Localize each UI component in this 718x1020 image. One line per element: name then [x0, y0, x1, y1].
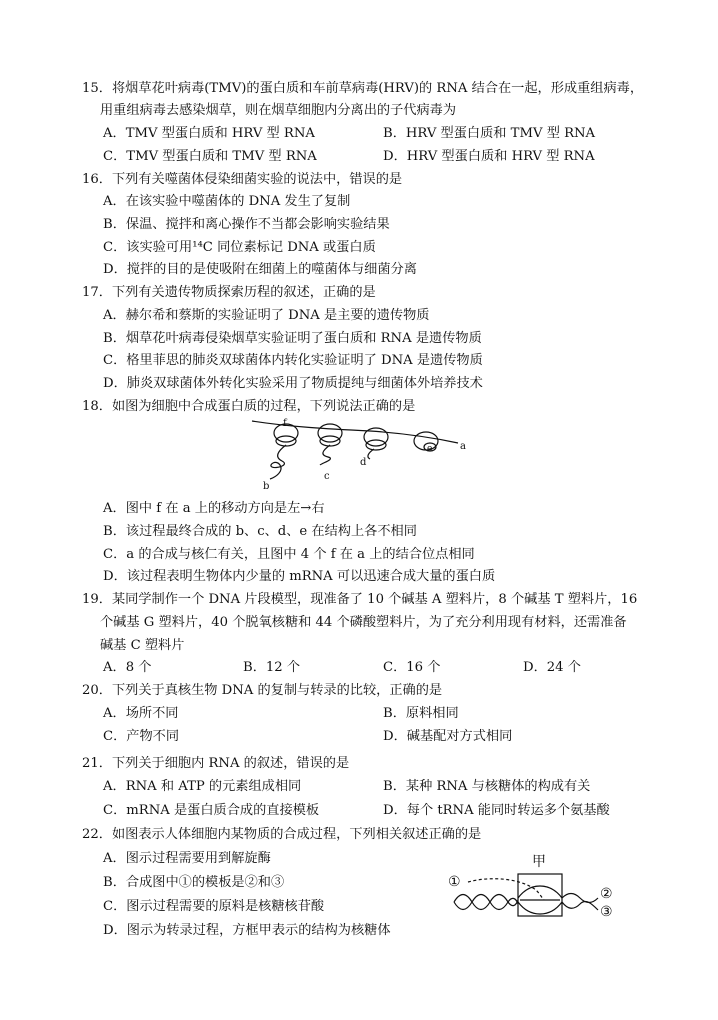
q16-option-a: A．在该实验中噬菌体的 DNA 发生了复制 — [103, 194, 351, 209]
q15-option-a: A．TMV 型蛋白质和 HRV 型 RNA — [103, 126, 315, 141]
q22-option-a: A．图示过程需要用到解旋酶 — [103, 851, 271, 866]
q15-option-b: B．HRV 型蛋白质和 TMV 型 RNA — [383, 126, 596, 141]
q22-option-c: C．图示过程需要的原料是核糖核苷酸 — [103, 899, 325, 914]
label-1: ① — [448, 874, 461, 890]
ribosome-2 — [318, 424, 342, 442]
q15-option-d: D．HRV 型蛋白质和 HRV 型 RNA — [383, 149, 595, 164]
q21-option-b: B．某种 RNA 与核糖体的构成有关 — [383, 779, 591, 794]
q21-option-d: D．每个 tRNA 能同时转运多个氨基酸 — [383, 803, 610, 818]
polypeptide-d — [368, 449, 374, 459]
q20-option-a: A．场所不同 — [103, 706, 179, 721]
label-3: ③ — [600, 904, 613, 920]
transcription-figure — [440, 846, 620, 926]
q16-option-b: B．保温、搅拌和离心操作不当都会影响实验结果 — [103, 217, 390, 232]
q18-option-a: A．图中 f 在 a 上的移动方向是左→右 — [103, 501, 325, 516]
q19-stem-line3: 碱基 C 塑料片 — [100, 638, 185, 653]
q18-option-c: C．a 的合成与核仁有关，且图中 4 个 f 在 a 上的结合位点相同 — [103, 547, 475, 562]
q22-stem: 22．如图表示人体细胞内某物质的合成过程，下列相关叙述正确的是 — [82, 827, 482, 842]
label-e: e — [427, 444, 433, 454]
q19-option-a: A．8 个 — [103, 660, 152, 675]
q22-option-b: B．合成图中①的模板是②和③ — [103, 875, 285, 890]
label-b: b — [263, 481, 270, 492]
ribosome-3 — [364, 428, 388, 446]
q17-option-b: B．烟草花叶病毒侵染烟草实验证明了蛋白质和 RNA 是遗传物质 — [103, 331, 482, 346]
q15-stem-line2: 用重组病毒去感染烟草，则在烟草细胞内分离出的子代病毒为 — [100, 103, 457, 118]
q19-option-d: D．24 个 — [523, 660, 581, 675]
dna-strand-right-2 — [562, 902, 598, 910]
rna-strand-1 — [468, 879, 544, 900]
label-f: f — [283, 418, 287, 429]
q18-option-b: B．该过程最终合成的 b、c、d、e 在结构上各不相同 — [103, 524, 417, 539]
q21-option-a: A．RNA 和 ATP 的元素组成相同 — [103, 779, 302, 794]
label-d: d — [360, 457, 367, 468]
q15-option-c: C．TMV 型蛋白质和 TMV 型 RNA — [103, 149, 317, 164]
polyribosome-figure — [250, 415, 480, 493]
dna-strand-right-1 — [562, 894, 598, 903]
polypeptide-c — [320, 445, 330, 465]
q17-option-d: D．肺炎双球菌体外转化实验采用了物质提纯与细菌体外培养技术 — [103, 376, 483, 391]
q17-option-c: C．格里菲思的肺炎双球菌体内转化实验证明了 DNA 是遗传物质 — [103, 353, 483, 368]
q20-option-c: C．产物不同 — [103, 729, 180, 744]
box-jia — [518, 874, 562, 916]
label-c: c — [324, 471, 330, 482]
label-a: a — [460, 441, 466, 452]
q15-stem-line1: 15．将烟草花叶病毒(TMV)的蛋白质和车前草病毒(HRV)的 RNA 结合在一起，形成重组病毒， — [82, 81, 644, 96]
q16-option-c: C．该实验可用¹⁴C 同位素标记 DNA 或蛋白质 — [103, 240, 376, 255]
q18-option-d: D．该过程表明生物体内少量的 mRNA 可以迅速合成大量的蛋白质 — [103, 569, 496, 584]
q22-option-d: D．图示为转录过程，方框甲表示的结构为核糖体 — [103, 923, 391, 938]
q19-stem-line1: 19．某同学制作一个 DNA 片段模型，现准备了 10 个碱基 A 塑料片，8 个碱基 T 塑料片，16 — [82, 592, 638, 607]
q19-option-c: C．16 个 — [383, 660, 441, 675]
label-jia: 甲 — [532, 854, 546, 870]
q20-option-b: B．原料相同 — [383, 706, 459, 721]
q19-stem-line2: 个碱基 G 塑料片，40 个脱氧核糖和 44 个磷酸塑料片，为了充分利用现有材料，还需准备 — [100, 615, 627, 630]
q18-stem: 18．如图为细胞中合成蛋白质的过程，下列说法正确的是 — [82, 399, 416, 414]
q20-stem: 20．下列关于真核生物 DNA 的复制与转录的比较，正确的是 — [82, 683, 443, 698]
q16-stem: 16．下列有关噬菌体侵染细菌实验的说法中，错误的是 — [82, 172, 403, 187]
q17-option-a: A．赫尔希和蔡斯的实验证明了 DNA 是主要的遗传物质 — [103, 308, 430, 323]
q17-stem: 17．下列有关遗传物质探索历程的叙述，正确的是 — [82, 285, 376, 300]
q20-option-d: D．碱基配对方式相同 — [383, 729, 513, 744]
label-2: ② — [600, 886, 613, 902]
polypeptide-b — [270, 445, 286, 479]
q21-stem: 21．下列关于细胞内 RNA 的叙述，错误的是 — [82, 756, 350, 771]
q19-option-b: B．12 个 — [243, 660, 301, 675]
q21-option-c: C．mRNA 是蛋白质合成的直接模板 — [103, 803, 320, 818]
q16-option-d: D．搅拌的目的是使吸附在细菌上的噬菌体与细菌分离 — [103, 262, 417, 277]
ribosome-4 — [414, 432, 438, 450]
